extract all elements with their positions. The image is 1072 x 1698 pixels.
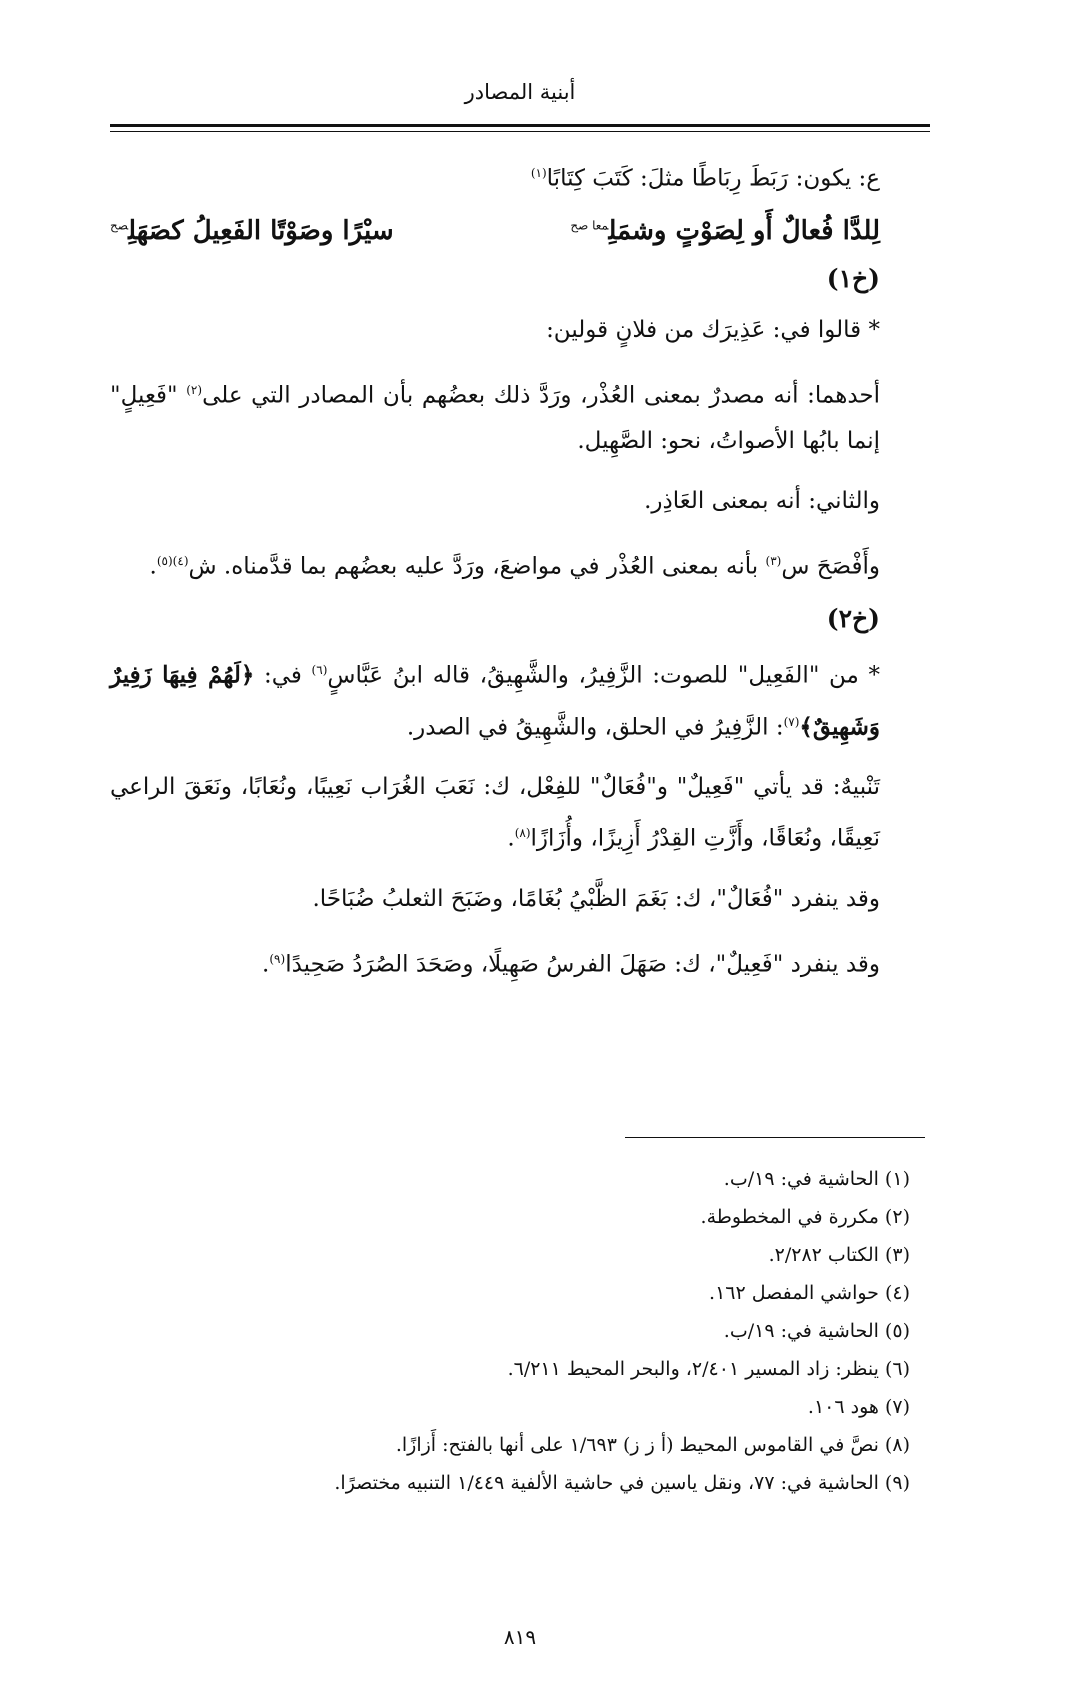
paragraph-1: * قالوا في: عَذِيرَك من فلانٍ قولين:: [546, 316, 880, 343]
verse-right-text: لِلدَّا فُعالٌ أَو لِصَوْتٍ وشمَلِ: [608, 215, 880, 246]
paragraph-6-text-b: .: [507, 825, 515, 852]
footnote-5: (٥) الحاشية في: ١٩/ب.: [723, 1320, 910, 1342]
footnote-ref-8: (٨): [514, 826, 531, 841]
verse-second-hemistich: [110, 216, 394, 246]
footnote-8: (٨) نصَّ في القاموس المحيط (أ ز ز) ١/٦٩٣ على أنها بالفتح: أَزازًا.: [395, 1434, 910, 1456]
opening-line-text: ع: يكون: رَبَطَ رِبَاطًا مثلَ: كَتَبَ كِتَابًا: [546, 165, 880, 192]
paragraph-5-text-c: : الزَّفِيرُ في الحلق، والشَّهِيقُ في الصدر.: [406, 714, 784, 741]
paragraph-6-text-a: تَنْبيهٌ: قد يأتي "فَعِيلٌ" و"فُعَالٌ" للفِعْل، ك: نَعَبَ الغُرَاب نَعِيبًا، ونُعَابًا، ونَعَقَ الراعي نَعِيقًا، ونُعَاقًا، وأَزَّتِ القِدْرُ أَزِيزًا، وأُزَازًا: [110, 774, 880, 852]
paragraph-8: [110, 936, 880, 988]
running-header: أبنية المصادر: [464, 80, 576, 104]
paragraph-4-text-b: بأنه بمعنى العُذْر في مواضعَ، ورَدَّ عليه بعضُهم بما قدَّمناه. ش: [188, 553, 766, 580]
verse-left-text: سيْرًا وصَوْتًا الفَعِيلُ كصَهَلِ: [128, 215, 394, 246]
paragraph-2: [110, 367, 880, 465]
footnote-7: (٧) هود ١٠٦.: [807, 1396, 910, 1418]
paragraph-3: والثاني: أنه بمعنى العَاذِر.: [644, 488, 880, 515]
paragraph-5-text-b: في:: [254, 662, 312, 689]
footnote-separator: [625, 1137, 925, 1138]
footnote-1: (١) الحاشية في: ١٩/ب.: [723, 1168, 910, 1190]
opening-line: [110, 150, 880, 202]
page-number: ٨١٩: [503, 1625, 537, 1649]
paragraph-4: [110, 538, 880, 590]
footnote-ref-9: (٩): [269, 951, 286, 966]
paragraph-2-text-a: أحدهما: أنه مصدرٌ بمعنى العُذْر، ورَدَّ ذلك بعضُهم بأن المصادر التي على: [202, 382, 881, 409]
footnote-9: (٩) الحاشية في: ٧٧، ونقل ياسين في حاشية الألفية ١/٤٤٩ التنبيه مختصرًا.: [334, 1472, 910, 1494]
footnote-3: (٣) الكتاب ٢/٢٨٢.: [768, 1244, 910, 1266]
footnote-ref-7: (٧): [783, 714, 800, 729]
verse-line: [110, 216, 880, 246]
quran-quote: ﴿لَهُمْ فِيهَا زَفِيرٌ وَشَهِيقٌ﴾: [110, 661, 880, 741]
paragraph-4-text-c: .: [149, 553, 157, 580]
header-rule-thick: [110, 124, 930, 127]
verse-right-mark: معا صح: [570, 218, 609, 232]
footnote-4: (٤) حواشي المفصل ١٦٢.: [709, 1282, 910, 1304]
footnote-ref-2: (٢): [186, 382, 203, 397]
main-text: [110, 150, 880, 1002]
footnote-ref-3: (٣): [765, 554, 782, 569]
paragraph-8-text-a: وقد ينفرد "فَعِيلٌ"، ك: صَهَلَ الفرسُ صَهِيلًا، وصَحَدَ الصُرَدُ صَحِيدًا: [285, 951, 880, 978]
paragraph-4-text-a: وأَفْصَحَ س: [781, 553, 880, 580]
verse-first-hemistich: [570, 216, 880, 246]
footnote-ref-6: (٦): [311, 662, 328, 677]
section-heading-2: (خ٢): [826, 603, 880, 633]
footnote-6: (٦) ينظر: زاد المسير ٢/٤٠١، والبحر المحيط ٦/٢١١.: [507, 1358, 910, 1380]
paragraph-2-text-b: "فَعِيلٍ" إنما بابُها الأصواتُ، نحو: الصَّهِيل.: [110, 382, 880, 455]
footnotes: [110, 1160, 910, 1502]
footnote-ref-4-5: (٤)(٥): [156, 554, 189, 569]
footnote-2: (٢) مكررة في المخطوطة.: [700, 1206, 910, 1228]
section-heading-1: (خ١): [826, 263, 880, 293]
paragraph-8-text-b: .: [262, 951, 270, 978]
paragraph-6: [110, 764, 880, 862]
verse-left-mark: صح: [110, 218, 129, 232]
paragraph-7: وقد ينفرد "فُعَالٌ"، ك: بَغَمَ الظَّبْيُ بُغَامًا، وضَبَحَ الثعلبُ ضُبَاحًا.: [312, 885, 880, 912]
paragraph-5: [110, 647, 880, 750]
footnote-ref-1: (١): [530, 166, 547, 180]
header-rule-thin: [110, 131, 930, 132]
paragraph-5-text-a: * من "الفَعِيل" للصوت: الزَّفِيرُ، والشَّهِيقُ، قاله ابنُ عَبَّاسٍ: [327, 662, 880, 689]
